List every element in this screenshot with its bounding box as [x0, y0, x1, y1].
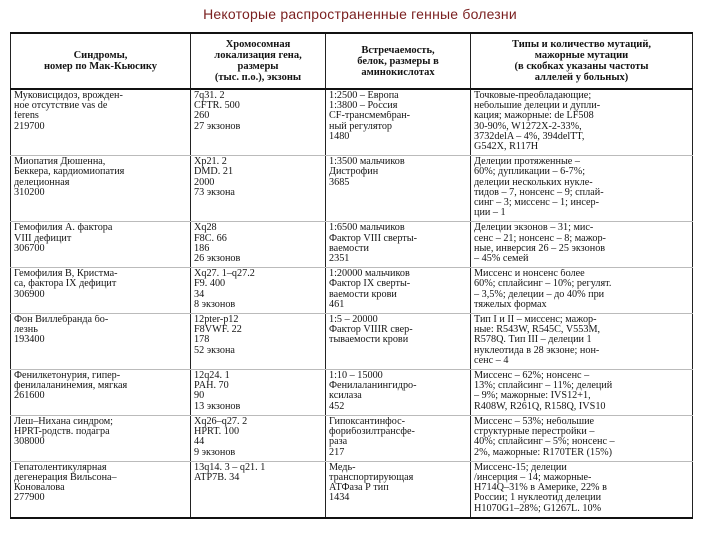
cell-line: Делеции протяженные –	[474, 157, 580, 168]
cell-line: Миссенс – 62%; нонсенс –	[474, 371, 590, 382]
header-line: аминокислотах	[361, 66, 435, 78]
table-row	[11, 415, 693, 461]
incidence-cell	[326, 156, 471, 222]
cell-line: DMD. 21	[194, 167, 234, 178]
header-line: размеры	[237, 61, 279, 72]
cell-line: Фактор IX сверты-	[329, 279, 411, 290]
cell-line: 1:3500 мальчиков	[329, 157, 405, 168]
cell-line: делеционная	[14, 177, 70, 188]
cell-line: ные, инверсия 26 – 25 экзонов	[474, 243, 606, 254]
cell-line: транспортирующая	[329, 472, 414, 483]
cell-line: ное отсутствие vas de	[14, 101, 108, 112]
cell-line: 2000	[194, 177, 215, 188]
cell-line: 73 экзона	[194, 187, 235, 198]
syndrome-cell	[11, 314, 191, 370]
cell-line: 8 экзонов	[194, 299, 236, 310]
cell-line: 1:5 – 20000	[329, 315, 378, 326]
incidence-cell	[326, 461, 471, 518]
header-syndrome	[11, 33, 191, 89]
cell-line: нуклеотида в 28 экзоне; нон-	[474, 345, 600, 356]
cell-line: структурные перестройки –	[474, 427, 595, 438]
mutations-cell	[471, 415, 693, 461]
cell-line: 310200	[14, 187, 45, 198]
cell-line: 13q14. 3 – q21. 1	[194, 462, 266, 473]
locus-cell	[191, 222, 326, 268]
cell-line: Гипоксантинфос-	[329, 416, 406, 427]
mutations-cell	[471, 370, 693, 416]
syndrome-cell	[11, 461, 191, 518]
cell-line: Медь-	[329, 462, 356, 473]
cell-line: Фенилаланингидро-	[329, 381, 417, 392]
gene-disease-table-scan	[10, 32, 692, 532]
cell-line: H714Q–31% в Америке, 22% в	[474, 483, 607, 494]
cell-line: ксилаза	[329, 391, 362, 402]
locus-cell	[191, 314, 326, 370]
cell-line: 90	[194, 391, 205, 402]
cell-line: 1:2500 – Европа	[329, 91, 399, 101]
syndrome-cell	[11, 268, 191, 314]
cell-line: 186	[194, 243, 210, 254]
cell-line: /инсерция – 14; мажорные-	[474, 472, 592, 483]
cell-line: 1:20000 мальчиков	[329, 269, 410, 280]
incidence-cell	[326, 268, 471, 314]
locus-cell	[191, 89, 326, 156]
cell-line: 60%; сплайсинг – 10%; регулят.	[474, 279, 612, 290]
cell-line: 277900	[14, 493, 45, 504]
cell-line: Фенилкетонурия, гипер-	[14, 371, 121, 382]
cell-line: Делеции экзонов – 31; мис-	[474, 223, 594, 234]
syndrome-cell	[11, 370, 191, 416]
syndrome-cell	[11, 222, 191, 268]
cell-line: 306900	[14, 289, 45, 300]
locus-cell	[191, 461, 326, 518]
cell-line: 3732delA – 4%, 394delTT,	[474, 131, 585, 142]
locus-cell	[191, 370, 326, 416]
cell-line: Xq27. 1–q27.2	[194, 269, 255, 280]
cell-line: 1480	[329, 131, 350, 142]
cell-line: Xq26–q27. 2	[194, 416, 248, 427]
cell-line: Гемофилия А. фактора	[14, 223, 113, 234]
cell-line: Дистрофин	[329, 167, 379, 178]
header-line: Встречаемость,	[361, 44, 435, 56]
table-row	[11, 222, 693, 268]
syndrome-cell	[11, 89, 191, 156]
cell-line: 12pter-p12	[194, 315, 239, 326]
cell-line: 1:3800 – Россия	[329, 101, 398, 112]
table-row	[11, 461, 693, 518]
table-row	[11, 156, 693, 222]
header-line: аллелей у больных)	[534, 72, 629, 83]
cell-line: фенилаланинемия, мягкая	[14, 381, 128, 392]
cell-line: ции – 1	[474, 208, 506, 219]
cell-line: – 3,5%; делеции – до 40% при	[474, 289, 605, 300]
cell-line: 1:10 – 15000	[329, 371, 383, 382]
cell-line: АТФаза Р тип	[329, 483, 389, 494]
cell-line: F9. 400	[194, 279, 226, 290]
cell-line: 217	[329, 447, 345, 458]
cell-line: 60%; дупликации – 6-7%;	[474, 167, 586, 178]
cell-line: 13%; сплайсинг – 11%; делеций	[474, 381, 613, 392]
cell-line: Фактор VIIIR свер-	[329, 325, 413, 336]
cell-line: 13 экзонов	[194, 401, 241, 412]
cell-line: Беккера, кардиомиопатия	[14, 167, 125, 178]
cell-line: G542X, R117H	[474, 142, 539, 153]
cell-line: 261600	[14, 391, 45, 402]
cell-line: дегенерация Вильсона–	[14, 472, 117, 483]
cell-line: Гепатолентикулярная	[14, 462, 107, 473]
cell-line: форибозилтрансфе-	[329, 427, 415, 438]
cell-line: Миссенс-15; делеции	[474, 462, 567, 473]
cell-line: раза	[329, 437, 348, 448]
cell-line: 260	[194, 111, 210, 122]
incidence-cell	[326, 222, 471, 268]
cell-line: лезнь	[14, 325, 38, 336]
cell-line: сенс – 4	[474, 355, 509, 366]
cell-line: 178	[194, 335, 210, 346]
cell-line: 1434	[329, 493, 350, 504]
cell-line: H1070G1–28%; G1267L. 10%	[474, 503, 602, 514]
cell-line: тяжелых формах	[474, 299, 547, 310]
cell-line: ный регулятор	[329, 121, 393, 132]
cell-line: 1:6500 мальчиков	[329, 223, 405, 234]
cell-line: России; 1 нуклеотид делеции	[474, 493, 602, 504]
cell-line: PAH. 70	[194, 381, 229, 392]
locus-cell	[191, 268, 326, 314]
cell-line: 52 экзона	[194, 345, 235, 356]
mutations-cell	[471, 156, 693, 222]
cell-line: 12q24. 1	[194, 371, 230, 382]
cell-line: Точковые-преобладающие;	[474, 91, 592, 101]
cell-line: ваемости	[329, 243, 369, 254]
cell-line: R578Q. Тип III – делеции 1	[474, 335, 592, 346]
cell-line: тываемости крови	[329, 335, 409, 346]
cell-line: F8C. 66	[194, 233, 227, 244]
cell-line: 2%, мажорные: R170TER (15%)	[474, 447, 613, 458]
cell-line: Xp21. 2	[194, 157, 227, 168]
header-locus	[191, 33, 326, 89]
incidence-cell	[326, 314, 471, 370]
cell-line: небольшие делеции и дупли-	[474, 101, 601, 112]
locus-cell	[191, 415, 326, 461]
slide-title: Некоторые распространенные генные болезни	[203, 6, 517, 22]
cell-line: HPRT. 100	[194, 427, 240, 438]
cell-line: Миссенс и нонсенс более	[474, 269, 585, 280]
cell-line: 7q31. 2	[194, 91, 225, 101]
header-incidence	[326, 33, 471, 89]
cell-line: – 9%; мажорные: IVS12+1,	[474, 391, 591, 402]
incidence-cell	[326, 370, 471, 416]
cell-line: 27 экзонов	[194, 121, 241, 132]
cell-line: 9 экзонов	[194, 447, 236, 458]
cell-line: са, фактора IX дефицит	[14, 279, 117, 290]
cell-line: кация; мажорные: de LF508	[474, 111, 594, 122]
table-row	[11, 268, 693, 314]
cell-line: CFTR. 500	[194, 101, 240, 112]
cell-line: делеции нескольких нукле-	[474, 177, 593, 188]
cell-line: Фактор VIII сверты-	[329, 233, 417, 244]
cell-line: тидов – 7, нонсенс – 9; сплай-	[474, 187, 604, 198]
syndrome-cell	[11, 415, 191, 461]
incidence-cell	[326, 415, 471, 461]
cell-line: 34	[194, 289, 205, 300]
cell-line: Миссенс – 53%; небольшие	[474, 416, 595, 427]
incidence-cell	[326, 89, 471, 156]
cell-line: F8VWF. 22	[194, 325, 242, 336]
cell-line: Леш–Нихана синдром;	[14, 416, 113, 427]
header-line: Типы и количество мутаций,	[511, 39, 652, 50]
mutations-cell	[471, 461, 693, 518]
cell-line: 219700	[14, 121, 45, 132]
header-line: номер по Мак-Кьюсику	[43, 61, 158, 72]
mutations-cell	[471, 89, 693, 156]
cell-line: ваемости крови	[329, 289, 397, 300]
cell-line: Коновалова	[14, 483, 65, 494]
header-line: (в скобках указаны частоты	[514, 61, 649, 72]
cell-line: 40%; сплайсинг – 5%; нонсенс –	[474, 437, 615, 448]
table-row	[11, 314, 693, 370]
cell-line: R408W, R261Q, R158Q, IVS10	[474, 401, 606, 412]
table-header-row	[11, 33, 693, 89]
header-line: Синдромы,	[73, 50, 128, 61]
header-line: Хромосомная	[225, 39, 291, 50]
mutations-cell	[471, 314, 693, 370]
cell-line: синг – 3; миссенс – 1; инсер-	[474, 198, 600, 209]
cell-line: 193400	[14, 335, 45, 346]
gene-disease-table	[10, 32, 693, 519]
cell-line: Гемофилия В, Кристма-	[14, 269, 118, 280]
cell-line: 44	[194, 437, 205, 448]
table-row	[11, 370, 693, 416]
syndrome-cell	[11, 156, 191, 222]
cell-line: 306700	[14, 243, 45, 254]
cell-line: сенс – 21; нонсенс – 8; мажор-	[474, 233, 606, 244]
header-line: (тыс. п.о.), экзоны	[214, 72, 302, 83]
cell-line: 461	[329, 299, 345, 310]
cell-line: Фон Виллебранда бо-	[14, 315, 109, 326]
cell-line: HPRT-родств. подагра	[14, 427, 110, 438]
cell-line: 452	[329, 401, 345, 412]
cell-line: Тип I и II – миссенс; мажор-	[474, 315, 597, 326]
locus-cell	[191, 156, 326, 222]
cell-line: Xq28	[194, 223, 217, 234]
cell-line: ATP7B. 34	[194, 472, 240, 483]
mutations-cell	[471, 268, 693, 314]
cell-line: 30-90%, W1272X-2-33%,	[474, 121, 582, 132]
cell-line: 2351	[329, 254, 350, 265]
cell-line: ferens	[14, 111, 39, 122]
mutations-cell	[471, 222, 693, 268]
header-mutations	[471, 33, 693, 89]
cell-line: VIII дефицит	[14, 233, 72, 244]
cell-line: Миопатия Дюшенна,	[14, 157, 106, 168]
cell-line: CF-трансмембран-	[329, 111, 411, 122]
cell-line: 26 экзонов	[194, 254, 241, 265]
cell-line: 308000	[14, 437, 45, 448]
cell-line: Муковисцидоз, врожден-	[14, 91, 123, 101]
table-body	[11, 89, 693, 518]
header-line: мажорные мутации	[534, 50, 629, 61]
table-row	[11, 89, 693, 156]
cell-line: ные: R543W, R545C, V553M,	[474, 325, 601, 336]
cell-line: 3685	[329, 177, 350, 188]
header-line: локализация гена,	[214, 50, 302, 61]
header-line: белок, размеры в	[357, 55, 439, 67]
cell-line: – 45% семей	[474, 254, 529, 265]
